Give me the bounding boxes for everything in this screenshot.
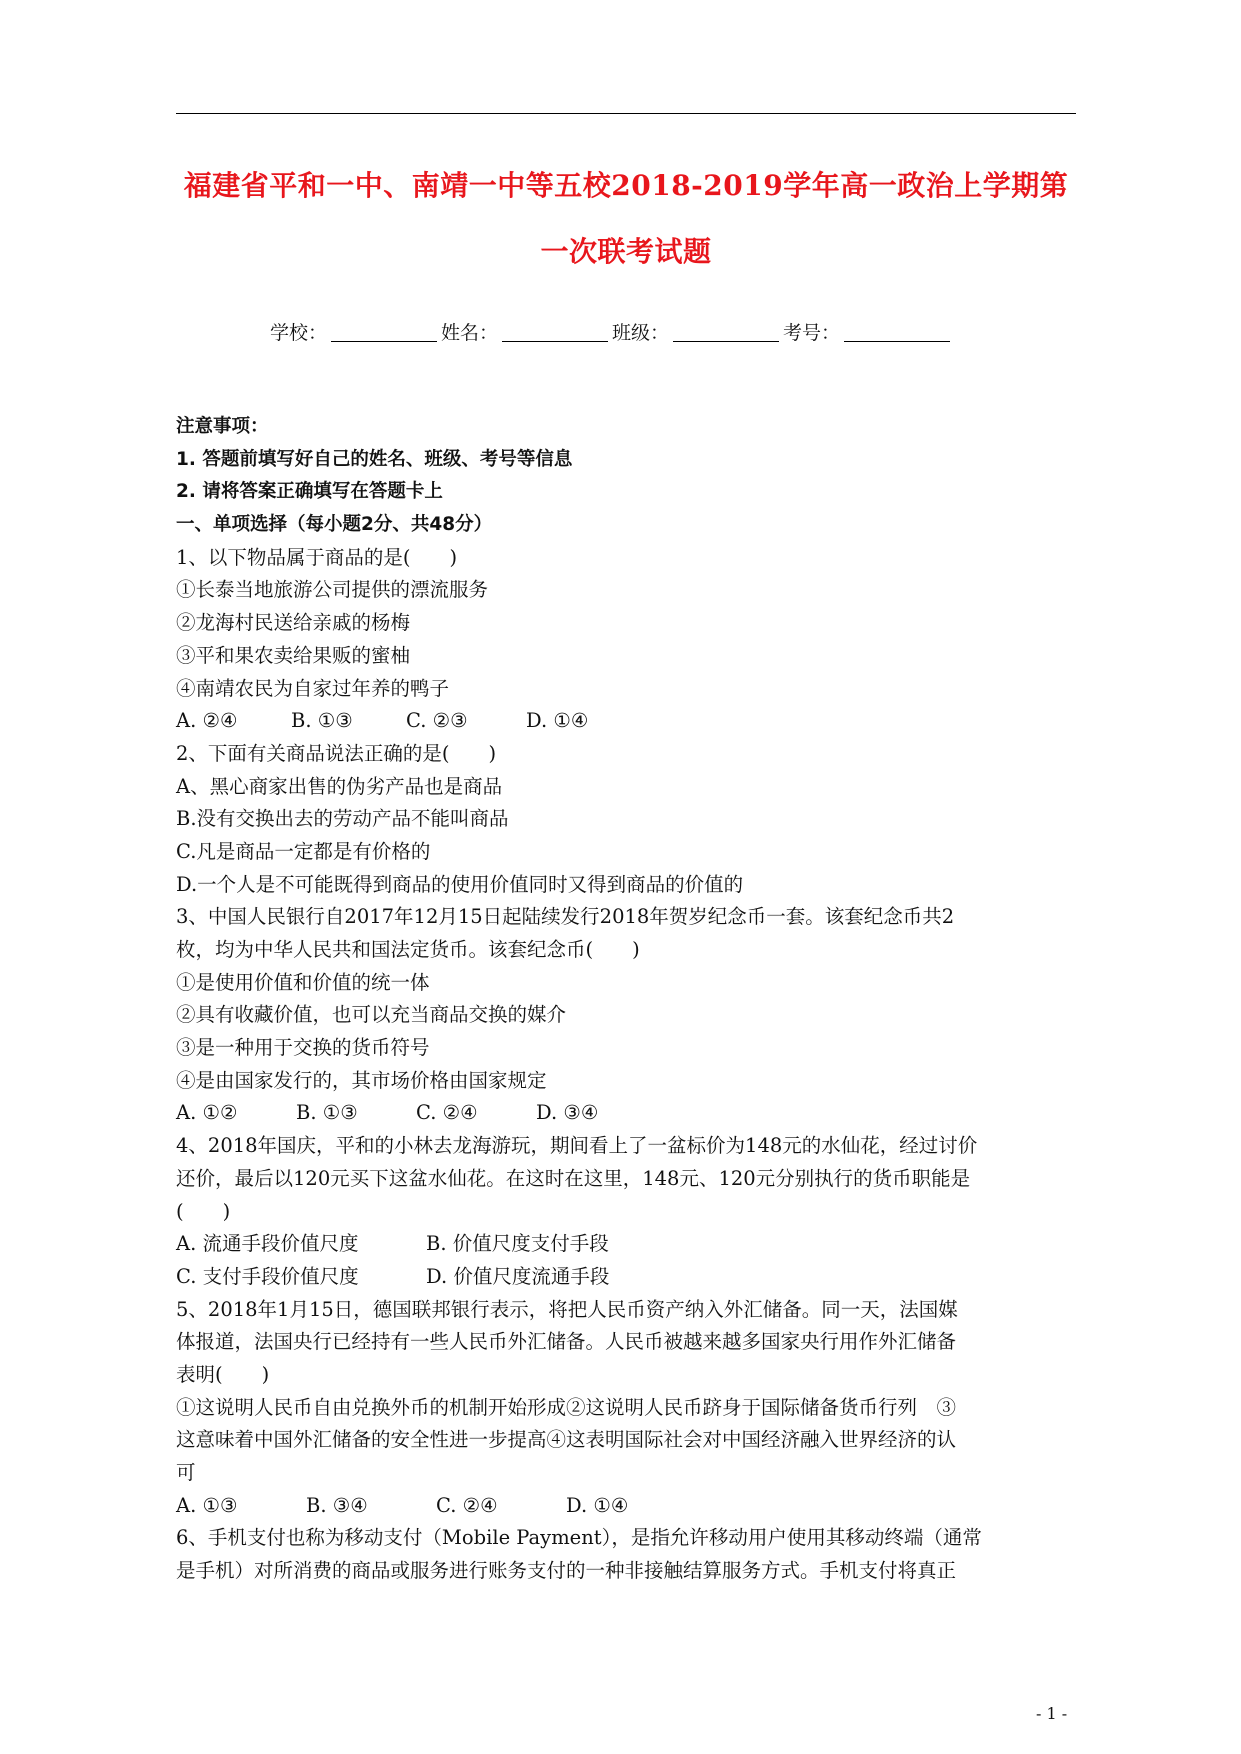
question-stem: 体报道，法国央行已经持有一些人民币外汇储备。人民币被越来越多国家央行用作外汇储备 [176,1330,957,1354]
question-stem: 枚，均为中华人民共和国法定货币。该套纪念币( ) [176,938,640,961]
statement: ④是由国家发行的，其市场价格由国家规定 [176,1068,547,1092]
statement: 这意味着中国外汇储备的安全性进一步提高④这表明国际社会对中国经济融入世界经济的认 [176,1428,957,1452]
question-stem: 5、2018年1月15日，德国联邦银行表示，将把人民币资产纳入外汇储备。同一天，法国媒 [176,1297,958,1321]
option-c: C. 支付手段价值尺度 [176,1264,359,1288]
header-rule [176,113,1076,114]
statement: ②具有收藏价值，也可以充当商品交换的媒介 [176,1003,567,1027]
options-row [176,1490,1076,1523]
option-d: D.一个人是不可能既得到商品的使用价值同时又得到商品的价值的 [176,872,744,896]
option-d: D. 价值尺度流通手段 [426,1264,610,1288]
student-info-row [270,318,954,345]
statement: 可 [176,1461,196,1484]
number-blank[interactable] [844,321,950,342]
statement: ①是使用价值和价值的统一体 [176,970,430,994]
option-d: D. ①④ [526,709,589,733]
statement: ④南靖农民为自家过年养的鸭子 [176,676,450,700]
notice-item: 2. 请将答案正确填写在答题卡上 [176,481,443,503]
option-b: B.没有交换出去的劳动产品不能叫商品 [176,807,509,831]
options-row [176,1228,1076,1261]
question-stem: 4、2018年国庆，平和的小林去龙海游玩，期间看上了一盆标价为148元的水仙花，经过讨价 [176,1134,978,1158]
option-a: A. ①② [176,1101,238,1125]
options-row [176,705,1076,738]
statement: ①这说明人民币自由兑换外币的机制开始形成②这说明人民币跻身于国际储备货币行列 ③ [176,1395,957,1419]
class-label: 班级： [612,322,670,344]
question-stem: 是手机）对所消费的商品或服务进行账务支付的一种非接触结算服务方式。手机支付将真正 [176,1559,957,1583]
question-stem: 3、中国人民银行自2017年12月15日起陆续发行2018年贺岁纪念币一套。该套纪念币共2 [176,905,955,929]
name-label: 姓名： [441,322,499,344]
page-number: - 1 - [1036,1704,1068,1723]
option-a: A. ②④ [176,709,238,733]
number-label: 考号： [783,322,841,344]
option-d: D. ③④ [536,1101,599,1125]
option-c: C. ②④ [436,1493,498,1517]
question-stem: 1、以下物品属于商品的是( ) [176,545,458,569]
notice-item: 1. 答题前填写好自己的姓名、班级、考号等信息 [176,448,573,470]
options-row [176,1261,1076,1294]
statement: ③平和果农卖给果贩的蜜柚 [176,643,411,667]
option-c: C. ②④ [416,1101,478,1125]
statement: ②龙海村民送给亲戚的杨梅 [176,611,411,635]
option-d: D. ①④ [566,1493,629,1517]
exam-content [176,411,1076,1588]
option-a: A、黑心商家出售的伪劣产品也是商品 [176,774,503,798]
section-heading: 一、单项选择（每小题2分、共48分） [176,514,493,536]
option-b: B. ③④ [306,1493,368,1517]
school-blank[interactable] [331,321,437,342]
option-a: A. ①③ [176,1493,238,1517]
statement: ①长泰当地旅游公司提供的漂流服务 [176,578,489,602]
question-stem: 表明( ) [176,1362,270,1386]
option-c: C. ②③ [406,709,468,733]
page-title-line2: 一次联考试题 [540,235,712,268]
option-c: C.凡是商品一定都是有价格的 [176,839,431,863]
statement: ③是一种用于交换的货币符号 [176,1036,430,1060]
options-row [176,1097,1076,1130]
notice-heading: 注意事项： [176,416,269,437]
question-stem: 还价，最后以120元买下这盆水仙花。在这时在这里，148元、120元分别执行的货币职能是 [176,1166,971,1190]
page-title-line1: 福建省平和一中、南靖一中等五校2018-2019学年高一政治上学期第 [183,169,1069,202]
name-blank[interactable] [502,321,608,342]
question-stem: ( ) [176,1199,231,1223]
option-b: B. ①③ [291,709,353,733]
option-a: A. 流通手段价值尺度 [176,1232,359,1256]
school-label: 学校： [270,322,328,344]
option-b: B. ①③ [296,1101,358,1125]
question-stem: 6、手机支付也称为移动支付（Mobile Payment），是指允许移动用户使用其移动终端（通常 [176,1526,982,1550]
option-b: B. 价值尺度支付手段 [426,1232,609,1256]
question-stem: 2、下面有关商品说法正确的是( ) [176,741,497,765]
class-blank[interactable] [673,321,779,342]
